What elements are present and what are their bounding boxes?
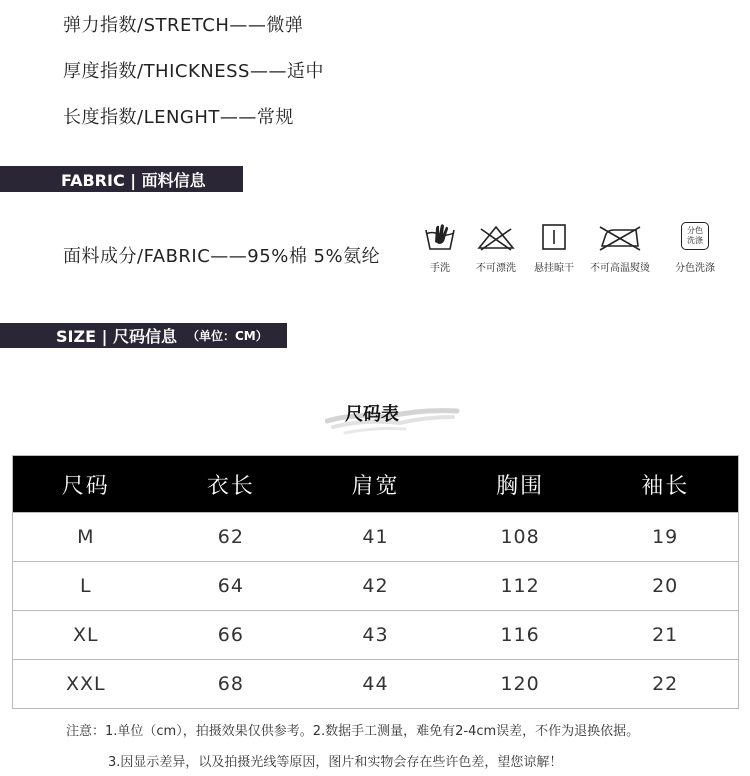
header-shoulder: 肩宽	[303, 456, 448, 513]
table-row	[13, 660, 739, 709]
header-chest: 胸围	[448, 456, 593, 513]
no-bleach-icon	[476, 222, 516, 252]
table-cell: 42	[303, 562, 448, 611]
size-table-title: 尺码表	[345, 404, 399, 425]
care-label: 不可漂洗	[476, 263, 516, 274]
care-separate-wash	[675, 222, 715, 274]
separate-wash-icon	[681, 222, 709, 250]
care-no-bleach	[476, 222, 516, 274]
header-length: 衣长	[159, 456, 304, 513]
no-iron-icon	[596, 222, 644, 252]
care-no-iron	[590, 222, 650, 274]
table-cell: 44	[303, 660, 448, 709]
size-banner-label: SIZE | 尺码信息	[56, 327, 177, 346]
table-cell: 108	[448, 513, 593, 562]
fabric-banner-label: FABRIC | 面料信息	[61, 170, 206, 190]
separate-wash-icon-text: 分色	[687, 226, 703, 235]
table-row	[13, 611, 739, 660]
spec-stretch: 弹力指数/STRETCH——微弹	[63, 15, 304, 36]
hang-dry-icon	[539, 222, 569, 252]
care-label: 手洗	[430, 263, 450, 274]
fabric-composition: 面料成分/FABRIC——95%棉 5%氨纶	[63, 246, 381, 267]
size-banner-unit: （单位：CM）	[187, 329, 268, 343]
header-size: 尺码	[13, 456, 159, 513]
spec-length: 长度指数/LENGHT——常规	[63, 107, 294, 128]
table-cell: XXL	[13, 660, 159, 709]
table-header-row	[13, 456, 739, 513]
care-label: 分色洗涤	[675, 263, 715, 274]
care-label: 不可高温熨烫	[590, 263, 650, 274]
table-row	[13, 513, 739, 562]
table-cell: 21	[592, 611, 738, 660]
care-hand-wash	[422, 222, 458, 274]
size-banner	[0, 323, 287, 348]
care-hang-dry	[534, 222, 574, 274]
table-cell: 41	[303, 513, 448, 562]
table-cell: 62	[159, 513, 304, 562]
table-cell: 64	[159, 562, 304, 611]
fabric-banner	[0, 166, 243, 192]
table-cell: M	[13, 513, 159, 562]
table-cell: 19	[592, 513, 738, 562]
table-row	[13, 562, 739, 611]
note-line-1: 注意：1.单位（cm），拍摄效果仅供参考。2.数据手工测量，难免有2-4cm误差，不作为退换依据。	[66, 724, 640, 739]
table-cell: 66	[159, 611, 304, 660]
table-cell: XL	[13, 611, 159, 660]
table-cell: 112	[448, 562, 593, 611]
table-cell: 68	[159, 660, 304, 709]
table-cell: 120	[448, 660, 593, 709]
hand-wash-icon	[422, 222, 458, 252]
table-cell: 116	[448, 611, 593, 660]
header-sleeve: 袖长	[592, 456, 738, 513]
table-cell: 22	[592, 660, 738, 709]
table-cell: 20	[592, 562, 738, 611]
note-line-2: 3.因显示差异，以及拍摄光线等原因，图片和实物会存在些许色差，望您谅解！	[108, 755, 563, 770]
spec-thickness: 厚度指数/THICKNESS——适中	[63, 61, 324, 82]
size-table	[12, 455, 739, 709]
table-cell: L	[13, 562, 159, 611]
table-cell: 43	[303, 611, 448, 660]
separate-wash-icon-text: 洗涤	[687, 236, 703, 245]
care-label: 悬挂晾干	[534, 263, 574, 274]
